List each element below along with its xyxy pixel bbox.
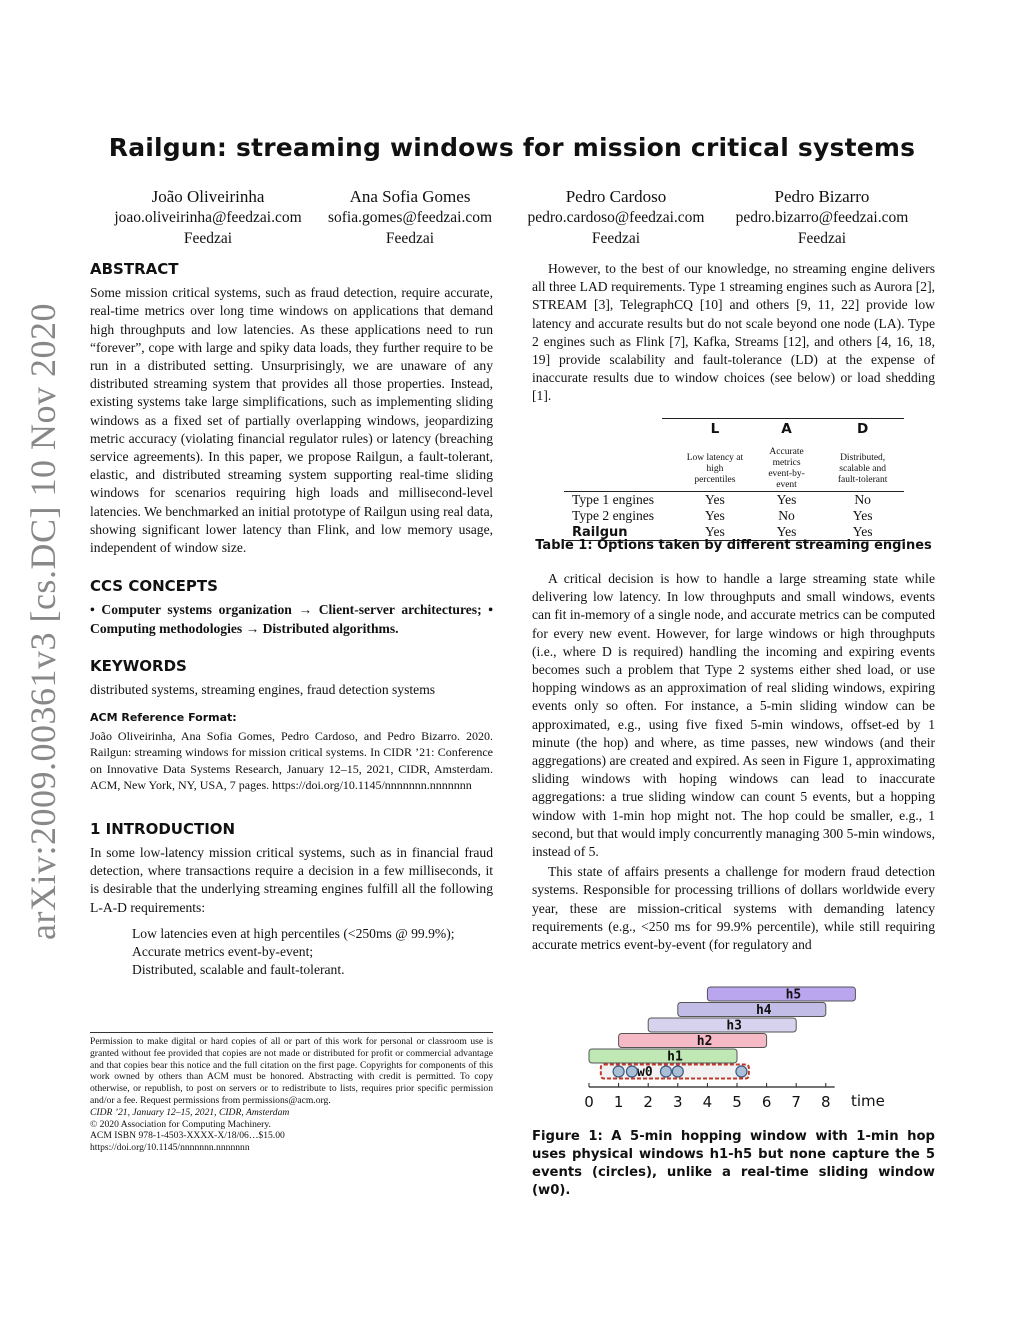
author-name: João Oliveirinha <box>151 187 265 206</box>
ccs-heading: CCS CONCEPTS <box>90 577 218 596</box>
author-email: pedro.bizarro@feedzai.com <box>735 209 909 226</box>
axis-label: time <box>850 1092 885 1110</box>
intro-heading: 1 INTRODUCTION <box>90 819 236 838</box>
axis-tick-label: 8 <box>821 1093 831 1111</box>
footnote-rule <box>90 1032 493 1033</box>
axis-tick-label: 7 <box>791 1093 801 1111</box>
axis-tick-label: 0 <box>584 1093 594 1111</box>
window-h3 <box>648 1018 796 1032</box>
table-header: L <box>710 421 720 437</box>
requirements-list <box>132 925 493 980</box>
table-header: A <box>781 421 792 437</box>
arxiv-side-label: arXiv:2009.00361v3 [cs.DC] 10 Nov 2020 <box>23 303 63 940</box>
author-name: Pedro Cardoso <box>565 187 667 206</box>
window-h4 <box>678 1003 826 1017</box>
table-1 <box>564 418 904 541</box>
table-subheader: Low latency at high percentiles <box>686 452 744 485</box>
table-subheader: Distributed, scalable and fault-tolerant <box>837 452 888 485</box>
abstract-heading: ABSTRACT <box>90 260 179 278</box>
window-label: h5 <box>785 987 802 1003</box>
table-cell: Yes <box>776 492 797 507</box>
table-cell: Yes <box>776 524 797 539</box>
acm-reference-heading: ACM Reference Format: <box>90 711 237 725</box>
window-h1 <box>589 1049 737 1063</box>
requirement-item: Distributed, scalable and fault-tolerant. <box>132 962 345 978</box>
ccs-text: • Computer systems organization → Client-server architectures; • Computing methodologies → Distributed algorithms. <box>90 602 493 636</box>
table-cell: Yes <box>705 508 725 523</box>
author-affiliation: Feedzai <box>385 230 435 247</box>
isbn-line: ACM ISBN 978-1-4503-XXXX-X/18/06…$15.00 <box>90 1130 285 1142</box>
permission-text: Permission to make digital or hard copies of all or part of this work for personal or classroom use is granted without fee provided that copies are not made or distributed for profit or commercial advantage and that copies bear this notice and the full citation on the first page. Copyrights for components of this work owned by others than ACM must be honored. Abstracting with credit is permitted. To copy otherwise, or republish, to post on servers or to redistribute to lists, requires prior specific permission and/or a fee. Request permissions from permissions@acm.org. <box>90 1036 493 1106</box>
permission-footnote <box>90 1036 493 1154</box>
author-email: pedro.cardoso@feedzai.com <box>527 209 705 226</box>
abstract-text: Some mission critical systems, such as fraud detection, require accurate, real-time metrics over long time windows on applications that demand high throughputs and low latencies. As these applications need to run “forever”, cope with large and spiky data loads, they further require to be run in a distributed setting. Unsurprisingly, we are unaware of any distributed streaming system that provides all those properties. Instead, existing systems take large simplifications, such as implementing sliding windows as a fixed set of partially overlapping windows, jeopardizing metric accuracy (violating financial regulator rules) or latency (breaching service agreements). In this paper, we propose Railgun, a fault-tolerant, elastic, and distributed streaming system supporting real-time sliding windows for scenarios requiring high loads and millisecond-level latencies. We benchmarked an initial prototype of Railgun using real data, showing significant lower latency than Flink, and low memory usage, independent of window size. <box>90 285 493 556</box>
event-circle <box>672 1066 683 1077</box>
table-row-label: Type 2 engines <box>572 508 655 523</box>
right-paragraph-1: However, to the best of our knowledge, no streaming engine delivers all three LAD requirements. Type 1 streaming engines such as Aurora [2], STREAM [3], TelegraphCQ [10] and others [9, 11, 22] provide low latency and accurate results but do not scale beyond one node (LA). Type 2 engines such as Flink [7], Kafka, Streams [12], and others [4, 16, 18, 19] provide scalability and fault-tolerance (LD) at the expense of inaccurate results due to window choices (see below) or load shedding [1]. <box>532 261 935 404</box>
right-column-lower <box>532 570 935 954</box>
window-h2 <box>619 1034 767 1048</box>
table-cell: No <box>854 492 871 507</box>
event-circle <box>660 1066 671 1077</box>
author-affiliation: Feedzai <box>183 230 233 247</box>
right-column <box>532 260 935 406</box>
table-row-label: Type 1 engines <box>572 492 655 507</box>
figure-1 <box>560 978 920 1113</box>
intro-text: In some low-latency mission critical systems, such as in financial fraud detection, where transactions require a decision in a few milliseconds, it is desirable that the underlying streaming engines fulfill all the following L-A-D requirements: <box>90 844 493 915</box>
table-cell: Yes <box>852 524 873 539</box>
author-name: Ana Sofia Gomes <box>349 187 471 206</box>
table-cell: Yes <box>705 524 725 539</box>
conference-line: CIDR ’21, January 12–15, 2021, CIDR, Amsterdam <box>90 1106 290 1118</box>
author-email: sofia.gomes@feedzai.com <box>327 209 493 226</box>
author-block <box>300 186 520 249</box>
axis-tick-label: 5 <box>732 1093 742 1111</box>
window-label: h4 <box>755 1003 772 1018</box>
window-label: w0 <box>637 1065 653 1080</box>
window-label: h2 <box>696 1034 713 1049</box>
table-cell: No <box>778 508 795 523</box>
axis-tick-label: 4 <box>702 1093 713 1111</box>
acm-reference-text: João Oliveirinha, Ana Sofia Gomes, Pedro Cardoso, and Pedro Bizarro. 2020. Railgun: streaming windows for mission critical systems. In CIDR ’21: Conference on Innovative Data Systems Research, January 12–15, 2021, CIDR, Amsterdam. ACM, New York, NY, USA, 7 pages. https://doi.org/10.1145/nnnnnnn.nnnnnnn <box>90 729 493 793</box>
requirement-item: Accurate metrics event-by-event; <box>132 943 314 959</box>
doi-line: https://doi.org/10.1145/nnnnnnn.nnnnnnn <box>90 1142 250 1154</box>
axis-tick-label: 1 <box>613 1093 624 1111</box>
paper-title: Railgun: streaming windows for mission critical systems <box>108 133 916 162</box>
author-email: joao.oliveirinha@feedzai.com <box>114 209 302 226</box>
event-circle <box>736 1066 747 1077</box>
table-cell: Yes <box>852 508 873 523</box>
requirement-item: Low latencies even at high percentiles (<250ms @ 99.9%); <box>132 925 455 941</box>
keywords-text: distributed systems, streaming engines, fraud detection systems <box>90 682 436 698</box>
right-paragraph-2: A critical decision is how to handle a large streaming state while delivering low latency. In low throughputs and small windows, events can fit in-memory of a single node, and accurate metrics can be computed for every new event. However, for large windows or high throughputs (i.e., where D is required) handling the incoming and expiring events becomes such a problem that Type 2 systems either shed load, or use hopping windows as an approximation of real sliding windows, expiring events only so often. For instance, a 5-min sliding window can be approximated, e.g., using five fixed 5-min windows, offset-ed by 1 minute (the hop) and where, as time passes, new windows (and their aggregations) are created and expired. As seen in Figure 1, approximating sliding windows with hoping windows can lead to inaccurate aggregations: a true sliding window can count 5 events, but a hopping window with 1-min hop might not. The hop could be smaller, e.g., 1 second, but that would imply concurrently managing 300 5-min windows, instead of 5. <box>532 571 935 860</box>
author-affiliation: Feedzai <box>797 230 847 247</box>
table-subheader: Accurate metrics event-by-event <box>768 447 805 490</box>
axis-tick-label: 2 <box>643 1093 653 1111</box>
keywords-heading: KEYWORDS <box>90 656 187 675</box>
author-block <box>98 186 318 249</box>
author-affiliation: Feedzai <box>591 230 641 247</box>
copyright-line: © 2020 Association for Computing Machinery. <box>90 1118 271 1130</box>
table-cell: Yes <box>705 492 725 507</box>
table-row-label: Railgun <box>572 524 628 540</box>
author-block <box>506 186 726 249</box>
window-label: h1 <box>667 1049 683 1065</box>
axis-tick-label: 6 <box>761 1093 772 1111</box>
window-h5 <box>707 987 855 1001</box>
table-1-caption: Table 1: Options taken by different streaming engines <box>535 538 932 553</box>
right-paragraph-3: This state of affairs presents a challenge for modern fraud detection systems. Responsible for processing trillions of dollars worldwide every year, these are mission-critical systems with demanding latency requirements (e.g., <250 ms for 99.9% percentile), while still requiring accurate metrics event-by-event (for regulatory and <box>532 864 935 953</box>
left-column <box>90 260 493 979</box>
event-circle <box>613 1066 624 1077</box>
figure-1-caption: Figure 1: A 5-min hopping window with 1-min hop uses physical windows h1-h5 but none capture the 5 events (circles), unlike a real-time sliding window (w0). <box>532 1129 935 1198</box>
table-header: D <box>856 421 869 437</box>
author-block <box>712 186 932 249</box>
axis-tick-label: 3 <box>673 1093 683 1111</box>
event-circle <box>626 1066 637 1077</box>
window-label: h3 <box>726 1018 743 1034</box>
author-name: Pedro Bizarro <box>774 187 870 206</box>
